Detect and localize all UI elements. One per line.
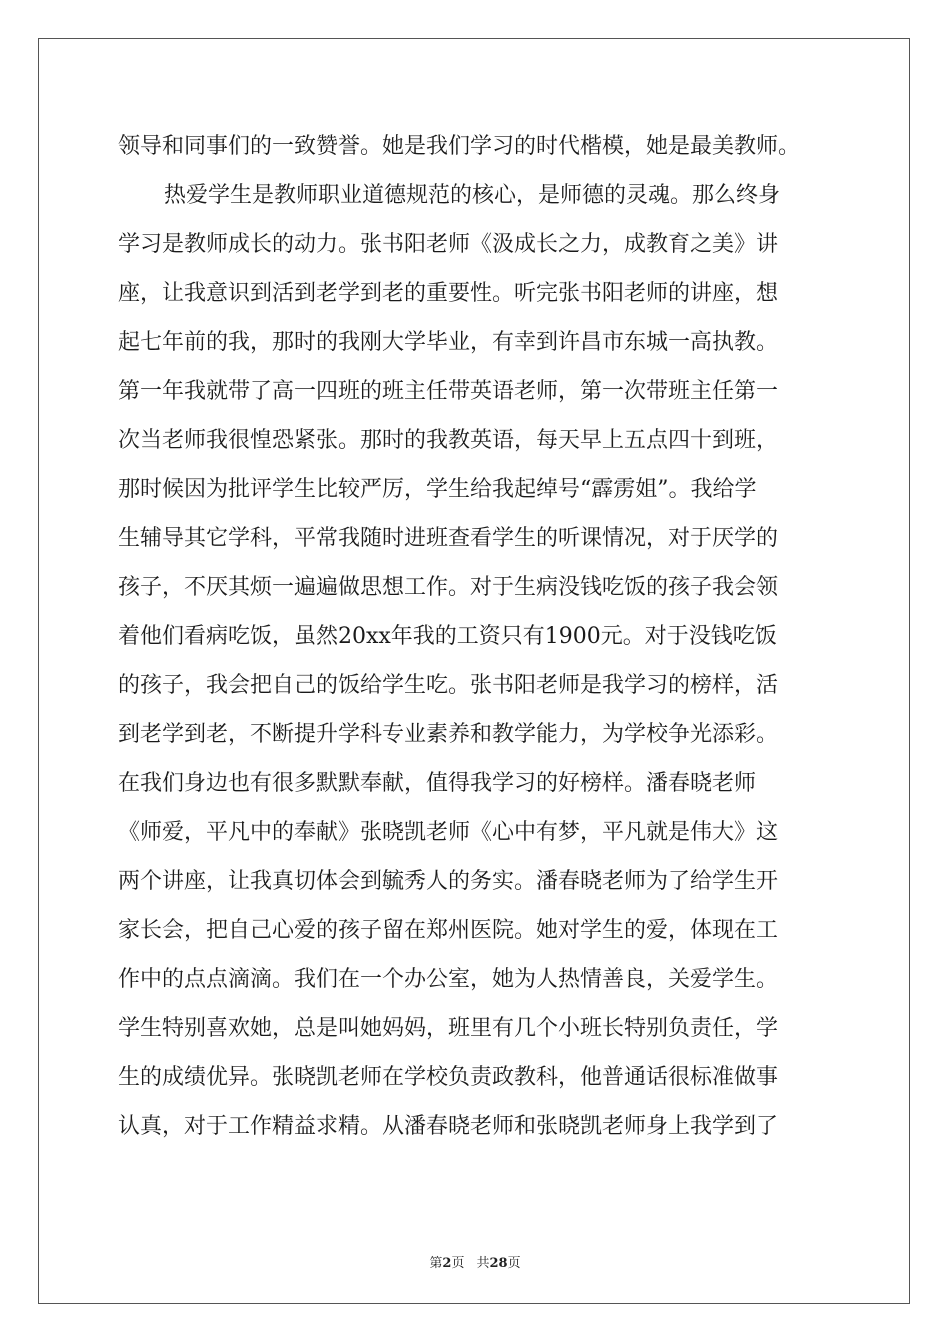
text-line: 第一年我就带了高一四班的班主任带英语老师，第一次带班主任第一 <box>118 379 779 404</box>
text-line: 起七年前的我，那时的我刚大学毕业，有幸到许昌市东城一高执教。 <box>118 330 779 355</box>
total-suffix: 页 <box>507 1256 521 1271</box>
text-line: 作中的点点滴滴。我们在一个办公室，她为人热情善良，关爱学生。 <box>118 967 779 992</box>
text-line: 生的成绩优异。张晓凯老师在学校负责政教科，他普通话很标准做事 <box>118 1065 779 1090</box>
document-body <box>118 127 838 1156</box>
text-line: 认真，对于工作精益求精。从潘春晓老师和张晓凯老师身上我学到了 <box>118 1114 779 1139</box>
text-line: 那时候因为批评学生比较严厉，学生给我起绰号“霹雳姐”。我给学 <box>118 477 757 502</box>
page-suffix: 页 <box>451 1256 465 1271</box>
text-line: 两个讲座，让我真切体会到毓秀人的务实。潘春晓老师为了给学生开 <box>118 869 779 894</box>
text-line: 着他们看病吃饭，虽然20xx年我的工资只有1900元。对于没钱吃饭 <box>118 624 777 649</box>
page-prefix: 第 <box>429 1256 443 1271</box>
text-line: 到老学到老，不断提升学科专业素养和教学能力，为学校争光添彩。 <box>118 722 779 747</box>
text-line: 领导和同事们的一致赞誉。她是我们学习的时代楷模，她是最美教师。 <box>118 134 801 159</box>
page-footer <box>0 1252 950 1271</box>
text-line: 家长会，把自己心爱的孩子留在郑州医院。她对学生的爱，体现在工 <box>118 918 779 943</box>
total-pages: 28 <box>489 1256 508 1271</box>
text-line: 生辅导其它学科，平常我随时进班查看学生的听课情况，对于厌学的 <box>118 526 779 551</box>
text-line: 次当老师我很惶恐紧张。那时的我教英语，每天早上五点四十到班， <box>118 428 779 453</box>
text-line: 的孩子，我会把自己的饭给学生吃。张书阳老师是我学习的榜样，活 <box>118 673 779 698</box>
text-line: 在我们身边也有很多默默奉献，值得我学习的好榜样。潘春晓老师 <box>118 771 757 796</box>
paragraph-first-line: 热爱学生是教师职业道德规范的核心，是师德的灵魂。那么终身 <box>164 183 781 208</box>
total-prefix: 共 <box>476 1256 490 1271</box>
text-line: 学习是教师成长的动力。张书阳老师《汲成长之力，成教育之美》讲 <box>118 232 779 257</box>
text-line: 《师爱，平凡中的奉献》张晓凯老师《心中有梦，平凡就是伟大》这 <box>118 820 779 845</box>
page-number: 2 <box>442 1256 452 1271</box>
text-line: 座，让我意识到活到老学到老的重要性。听完张书阳老师的讲座，想 <box>118 281 779 306</box>
text-line: 孩子，不厌其烦一遍遍做思想工作。对于生病没钱吃饭的孩子我会领 <box>118 575 779 600</box>
text-line: 学生特别喜欢她，总是叫她妈妈，班里有几个小班长特别负责任，学 <box>118 1016 779 1041</box>
